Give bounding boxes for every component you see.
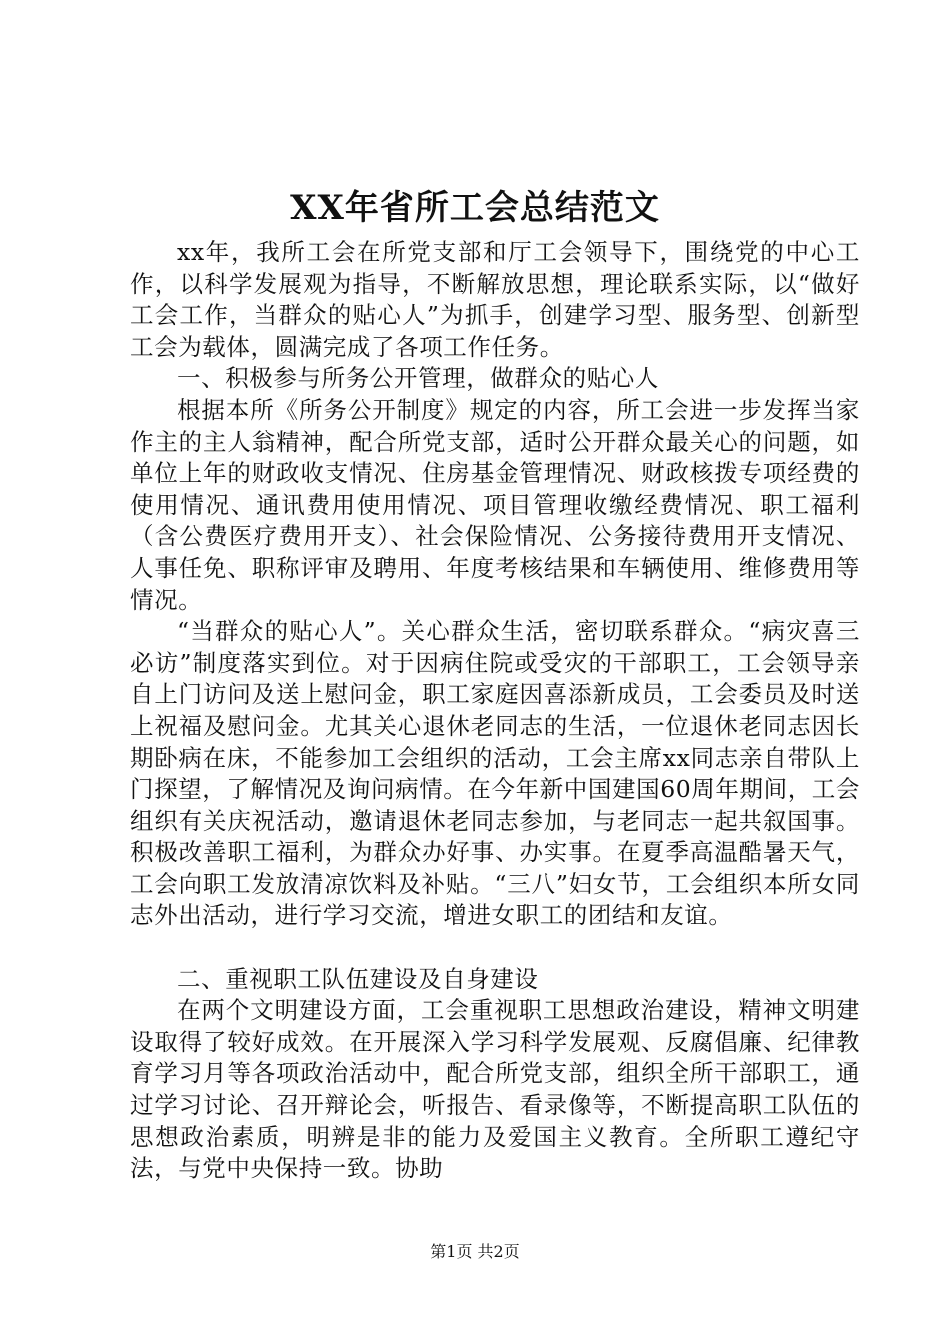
section-heading-1: 一、积极参与所务公开管理，做群众的贴心人 xyxy=(177,364,659,393)
page-footer: 第1页 共2页 xyxy=(430,1242,520,1261)
section-heading-2: 二、重视职工队伍建设及自身建设 xyxy=(177,964,539,993)
blank-line xyxy=(130,932,860,964)
document-title: XX年省所工会总结范文 xyxy=(290,188,660,228)
paragraph-intro: xx年，我所工会在所党支部和厅工会领导下，围绕党的中心工作，以科学发展观为指导，不断解放思想，理论联系实际，以“做好工会工作，当群众的贴心人”为抓手，创建学习型、服务型、创新型工会为载体，圆满完成了各项工作任务。 xyxy=(130,238,860,361)
paragraph-disclosure: 根据本所《所务公开制度》规定的内容，所工会进一步发挥当家作主的主人翁精神，配合所党支部，适时公开群众最关心的问题，如单位上年的财政收支情况、住房基金管理情况、财政核拨专项经费的使用情况、通讯费用使用情况、项目管理收缴经费情况、职工福利（含公费医疗费用开支）、社会保险情况、公务接待费用开支情况、人事任免、职称评审及聘用、年度考核结果和车辆使用、维修费用等情况。 xyxy=(130,395,860,614)
document-body xyxy=(130,237,860,1185)
paragraph-care: “当群众的贴心人”。关心群众生活，密切联系群众。“病灾喜三必访”制度落实到位。对于因病住院或受灾的干部职工，工会领导亲自上门访问及送上慰问金，职工家庭因喜添新成员，工会委员及时送上祝福及慰问金。尤其关心退休老同志的生活，一位退休老同志因长期卧病在床，不能参加工会组织的活动，工会主席xx同志亲自带队上门探望，了解情况及询问病情。在今年新中国建国60周年期间，工会组织有关庆祝活动，邀请退休老同志参加，与老同志一起共叙国事。积极改善职工福利，为群众办好事、办实事。在夏季高温酷暑天气，工会向职工发放清凉饮料及补贴。“三八”妇女节，工会组织本所女同志外出活动，进行学习交流，增进女职工的团结和友谊。 xyxy=(130,617,861,930)
paragraph-team-building: 在两个文明建设方面，工会重视职工思想政治建设，精神文明建设取得了较好成效。在开展深入学习科学发展观、反腐倡廉、纪律教育学习月等各项政治活动中，配合所党支部，组织全所干部职工，通过学习讨论、召开辩论会，听报告、看录像等，不断提高职工队伍的思想政治素质，明辨是非的能力及爱国主义教育。全所职工遵纪守法，与党中央保持一致。协助 xyxy=(130,996,860,1183)
